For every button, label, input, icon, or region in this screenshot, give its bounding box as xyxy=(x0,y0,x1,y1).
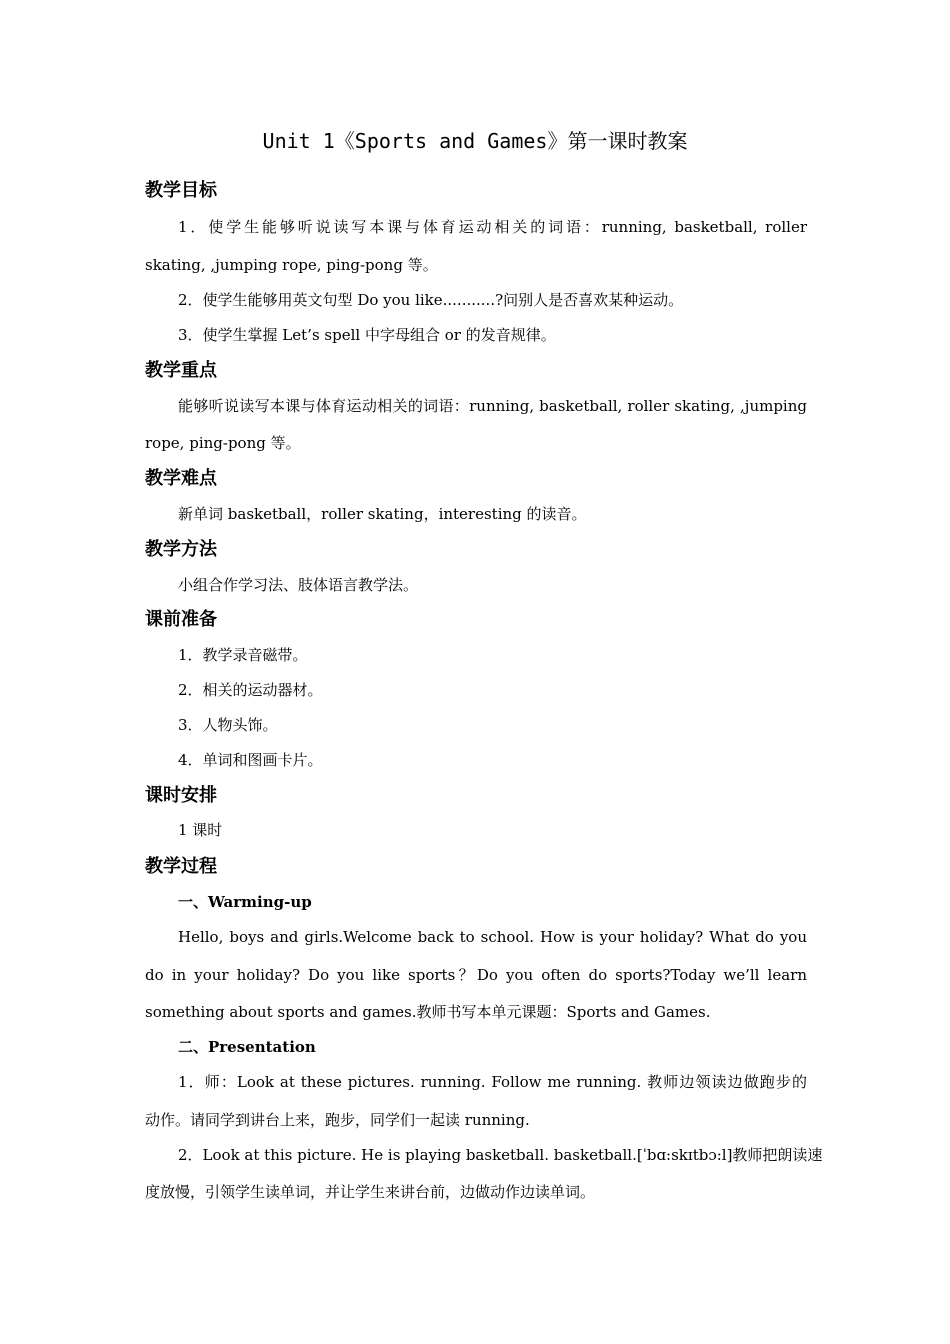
schedule-text: 1 课时 xyxy=(178,821,223,839)
methods-text: 小组合作学习法、肢体语言教学法。 xyxy=(178,576,419,594)
objective-1-line-2: skating, ,jumping rope, ping-pong 等。 xyxy=(145,256,438,274)
preparation-item: 4．单词和图画卡片。 xyxy=(178,751,323,769)
objective-1-line-1: 1．使学生能够听说读写本课与体育运动相关的词语：running, basketball, roller xyxy=(178,218,807,236)
step-1-line-2: do in your holiday? Do you like sports？Do you often do sports?Today we’ll learn xyxy=(145,966,807,984)
document-title: Unit 1《Sports and Games》第一课时教案 xyxy=(262,129,688,153)
step-2-item-2-line-1: 2．Look at this picture. He is playing basketball. basketball.[ˈbɑ:skɪtbɔ:l]教师把朗读速 xyxy=(178,1146,823,1164)
heading-methods: 教学方法 xyxy=(145,539,217,560)
heading-preparation: 课前准备 xyxy=(145,609,217,630)
step-1-line-3: something about sports and games.教师书写本单元课题：Sports and Games. xyxy=(145,1003,711,1021)
preparation-item: 3．人物头饰。 xyxy=(178,716,278,734)
heading-schedule: 课时安排 xyxy=(145,785,217,806)
key-points-line-1: 能够听说读写本课与体育运动相关的词语：running, basketball, roller skating, ,jumping xyxy=(178,397,807,415)
heading-difficulties: 教学难点 xyxy=(145,468,217,489)
step-2-item-1-line-2: 动作。请同学到讲台上来，跑步，同学们一起读 running. xyxy=(145,1111,530,1129)
objective-2: 2．使学生能够用英文句型 Do you like...........?问别人是否喜欢某种运动。 xyxy=(178,291,684,309)
step-1-line-1: Hello, boys and girls.Welcome back to school. How is your holiday? What do you xyxy=(178,928,807,946)
difficulties-text: 新单词 basketball，roller skating，interesting 的读音。 xyxy=(178,505,587,523)
step-2-item-1-line-1: 1．师：Look at these pictures. running. Follow me running. 教师边领读边做跑步的 xyxy=(178,1073,807,1091)
step-2-item-2-line-2: 度放慢，引领学生读单词，并让学生来讲台前，边做动作边读单词。 xyxy=(145,1183,596,1201)
preparation-item: 1．教学录音磁带。 xyxy=(178,646,308,664)
preparation-item: 2．相关的运动器材。 xyxy=(178,681,323,699)
objective-3: 3．使学生掌握 Let’s spell 中字母组合 or 的发音规律。 xyxy=(178,326,556,344)
step-2-title: 二、Presentation xyxy=(178,1038,316,1056)
key-points-line-2: rope, ping-pong 等。 xyxy=(145,434,301,452)
heading-process: 教学过程 xyxy=(145,856,217,877)
step-1-title: 一、Warming-up xyxy=(178,893,312,911)
heading-key-points: 教学重点 xyxy=(145,360,217,381)
heading-objectives: 教学目标 xyxy=(145,180,217,201)
